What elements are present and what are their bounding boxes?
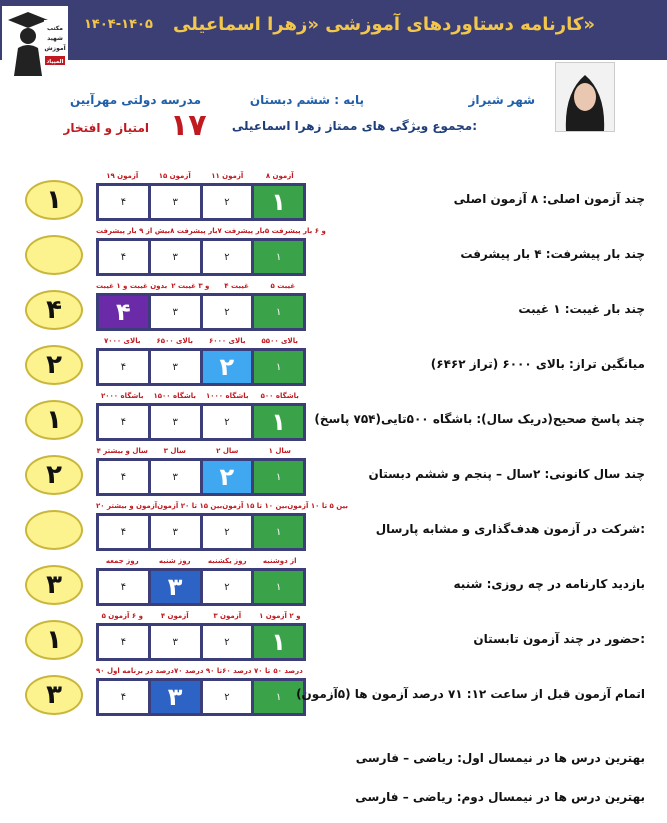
criteria-question: شرکت در آزمون هدف‌گذاری و مشابه پارسال:	[375, 522, 645, 536]
criteria-question: چند پاسخ صحیح(دریک سال): باشگاه ۵۰۰تایی(۷۵۴ پاسخ)	[314, 412, 645, 426]
points-circle	[25, 510, 83, 550]
level-labels	[96, 612, 306, 620]
level-label: از دوشنبه	[262, 557, 297, 565]
level-cell: ۳	[151, 406, 200, 438]
level-cell: ۱	[254, 351, 303, 383]
best-subjects-semester-1: بهترین درس ها در نیمسال اول: ریاضی – فارسی	[355, 751, 645, 765]
report-title: کارنامه دستاوردهای آموزشی «زهرا اسماعیلی»	[172, 14, 595, 35]
level-label: ۵۰ درصد	[273, 667, 303, 675]
level-cell: ۳	[151, 516, 200, 548]
student-photo	[555, 62, 615, 132]
level-cell: ۳	[151, 296, 200, 328]
level-cell: ۲	[203, 516, 252, 548]
points-circle: ۱	[25, 180, 83, 220]
level-label: ۵ غیبت	[270, 282, 296, 290]
level-label: ۶۰ تا ۷۰ درصد	[222, 667, 271, 675]
level-label: روز شنبه	[158, 557, 191, 565]
level-cell: ۱	[254, 406, 303, 438]
level-cell: ۴	[99, 186, 148, 218]
level-cell: ۲	[203, 406, 252, 438]
criteria-row	[0, 337, 667, 393]
level-cell: ۱	[254, 241, 303, 273]
criteria-row	[0, 667, 667, 723]
level-labels	[96, 227, 326, 235]
level-label: بین ۱۵ تا ۲۰ آزمون	[157, 502, 223, 510]
level-label: بدون غیبت و ۱ غیبت	[96, 282, 168, 290]
level-cell: ۱	[254, 681, 303, 713]
level-cell: ۱	[254, 461, 303, 493]
level-grid	[96, 293, 306, 331]
level-cell: ۳	[151, 626, 200, 658]
level-labels	[96, 502, 349, 510]
level-cell: ۳	[151, 351, 200, 383]
level-cell: ۴	[99, 296, 148, 328]
criteria-row	[0, 502, 667, 558]
level-grid	[96, 348, 306, 386]
level-cell: ۴	[99, 571, 148, 603]
level-label: باشگاه ۵۰۰	[260, 392, 299, 400]
level-cell: ۲	[203, 351, 252, 383]
score-label: امتیاز و افتخار	[63, 121, 149, 135]
level-label: ۵ و ۶ آزمون	[101, 612, 143, 620]
level-cell: ۲	[203, 296, 252, 328]
level-label: ۴ سال و بیشتر	[96, 447, 148, 455]
points-circle: ۳	[25, 565, 83, 605]
level-cell: ۴	[99, 461, 148, 493]
level-label: بین ۱۰ تا ۱۵ آزمون	[222, 502, 288, 510]
level-grid	[96, 238, 306, 276]
level-cell: ۲	[203, 241, 252, 273]
level-label: ۲۰ آزمون و بیشتر	[96, 502, 158, 510]
level-cell: ۱	[254, 516, 303, 548]
level-cell: ۴	[99, 516, 148, 548]
school-logo	[2, 6, 68, 82]
student-city: شهر شیراز	[468, 93, 535, 107]
level-cell: ۱	[254, 571, 303, 603]
level-labels	[96, 447, 306, 455]
level-labels	[96, 337, 306, 345]
level-grid	[96, 458, 306, 496]
points-circle: ۱	[25, 400, 83, 440]
level-labels	[96, 667, 306, 675]
level-cell: ۲	[203, 681, 252, 713]
level-grid	[96, 183, 306, 221]
level-label: باشگاه ۱۰۰۰	[205, 392, 249, 400]
level-label: ۴ غیبت	[224, 282, 249, 290]
level-cell: ۳	[151, 681, 200, 713]
points-circle: ۴	[25, 290, 83, 330]
level-label: باشگاه ۱۵۰۰	[153, 392, 196, 400]
level-cell: ۱	[254, 296, 303, 328]
level-label: بالای ۷۰۰۰	[104, 337, 141, 345]
level-label: ۸ آزمون	[265, 172, 294, 180]
points-circle	[25, 235, 83, 275]
level-labels	[96, 392, 306, 400]
best-subjects-semester-2: بهترین درس ها در نیمسال دوم: ریاضی – فارسی	[355, 790, 645, 804]
level-cell: ۴	[99, 351, 148, 383]
student-school: مدرسه دولتی مهرآیین	[70, 93, 201, 107]
logo-text-3: آموزش	[44, 45, 66, 52]
level-cell: ۲	[203, 461, 252, 493]
level-cell: ۳	[151, 571, 200, 603]
level-label: بالای ۵۵۰۰	[261, 337, 298, 345]
level-cell: ۲	[203, 571, 252, 603]
criteria-row	[0, 557, 667, 613]
level-grid	[96, 678, 306, 716]
level-cell: ۳	[151, 241, 200, 273]
level-grid	[96, 623, 306, 661]
level-cell: ۴	[99, 681, 148, 713]
criteria-question: اتمام آزمون قبل از ساعت ۱۲: ۷۱ درصد آزمون ها (۵آزمون)	[296, 687, 645, 701]
criteria-row	[0, 447, 667, 503]
level-label: ۳ سال	[163, 447, 186, 455]
level-cell: ۴	[99, 406, 148, 438]
criteria-question: چند بار پیشرفت: ۴ بار پیشرفت	[460, 247, 645, 261]
level-label: بیش از ۹ بار پیشرفت	[96, 227, 171, 235]
level-labels	[96, 282, 306, 290]
level-label: ۷ بار پیشرفت	[217, 227, 265, 235]
level-labels	[96, 172, 306, 180]
features-label: مجموع ویژگی های ممتاز زهرا اسماعیلی:	[231, 119, 477, 133]
level-label: روز یکشنبه	[207, 557, 247, 565]
level-cell: ۳	[151, 186, 200, 218]
level-cell: ۲	[203, 626, 252, 658]
criteria-question: بازدید کارنامه در چه روزی: شنبه	[453, 577, 645, 591]
logo-text-2: شهید	[47, 35, 63, 42]
criteria-row	[0, 172, 667, 228]
level-label: ۵ و ۶ بار پیشرفت	[264, 227, 326, 235]
criteria-question: چند بار غیبت: ۱ غیبت	[518, 302, 645, 316]
level-label: ۷۰ تا ۹۰ درصد	[174, 667, 223, 675]
level-label: بین ۵ تا ۱۰ آزمون	[287, 502, 349, 510]
level-label: باشگاه ۲۰۰۰	[100, 392, 144, 400]
level-label: ۲ سال	[216, 447, 239, 455]
level-label: ۱۱ آزمون	[211, 172, 244, 180]
level-label: ۴ آزمون	[160, 612, 189, 620]
level-grid	[96, 568, 306, 606]
criteria-question: حضور در چند آزمون تابستان:	[473, 632, 645, 646]
level-cell: ۴	[99, 241, 148, 273]
level-label: ۱ سال	[268, 447, 291, 455]
school-year: ۱۴۰۴-۱۴۰۵	[84, 17, 153, 32]
criteria-question: میانگین تراز: بالای ۶۰۰۰ (تراز ۶۴۶۲)	[430, 357, 645, 371]
level-cell: ۱	[254, 186, 303, 218]
level-cell: ۴	[99, 626, 148, 658]
points-circle: ۳	[25, 675, 83, 715]
level-grid	[96, 403, 306, 441]
level-label: ۱۹ آزمون	[106, 172, 139, 180]
logo-text-4: المپیاد	[46, 59, 64, 65]
level-grid	[96, 513, 306, 551]
criteria-row	[0, 612, 667, 668]
points-circle: ۲	[25, 455, 83, 495]
level-label: ۱۵ آزمون	[158, 172, 191, 180]
level-label: ۹۰ درصد در برنامه اول	[96, 667, 174, 675]
level-label: بالای ۶۵۰۰	[156, 337, 193, 345]
level-label: ۱ و ۲ آزمون	[259, 612, 301, 620]
total-score: ۱۷	[170, 108, 207, 143]
criteria-row	[0, 227, 667, 283]
criteria-question: چند سال کانونی: ۲سال – پنجم و ششم دبستان	[368, 467, 645, 481]
level-label: بالای ۶۰۰۰	[209, 337, 246, 345]
criteria-row	[0, 282, 667, 338]
level-cell: ۱	[254, 626, 303, 658]
points-circle: ۲	[25, 345, 83, 385]
student-grade: پایه : ششم دبستان	[249, 93, 364, 107]
header-bar	[0, 0, 667, 60]
level-label: روز جمعه	[105, 557, 139, 565]
level-cell: ۲	[203, 186, 252, 218]
logo-text-1: مکتب	[46, 25, 64, 32]
level-label: ۲ و ۳ غیبت	[171, 282, 210, 290]
level-label: ۸ بار پیشرفت	[170, 227, 218, 235]
criteria-question: چند آزمون اصلی: ۸ آزمون اصلی	[453, 192, 645, 206]
level-cell: ۳	[151, 461, 200, 493]
level-labels	[96, 557, 306, 565]
level-label: ۳ آزمون	[213, 612, 242, 620]
points-circle: ۱	[25, 620, 83, 660]
criteria-row	[0, 392, 667, 448]
